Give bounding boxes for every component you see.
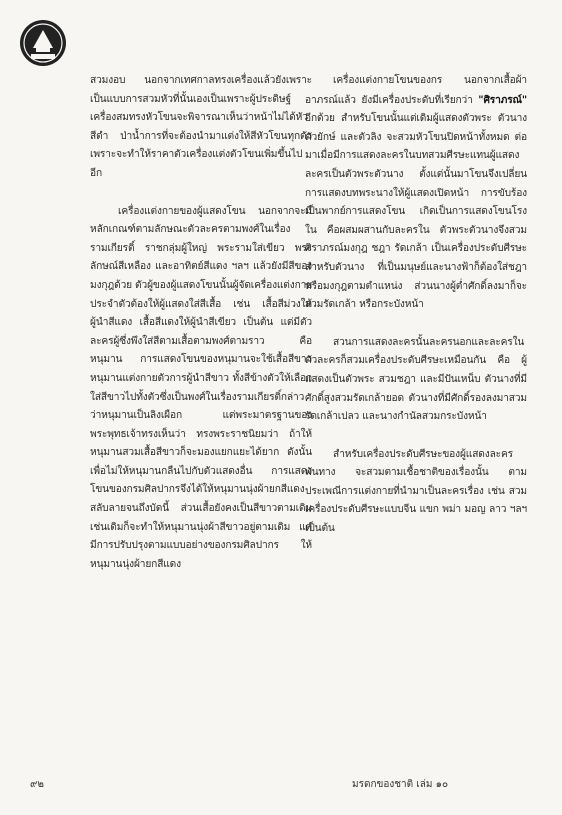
- page-number: ๙๒: [30, 779, 44, 790]
- right-paragraph-1-start: เครื่องแต่งกายโขนของกร นอกจากเสื้อผ้าอาภรณ์แล้ว ยังมีเครื่องประดับที่เรียกว่า: [305, 75, 527, 106]
- department-logo: [18, 18, 68, 68]
- right-paragraph-1-end: อีกด้วย สำหรับโขนนั้นแต่เดิมผู้แสดงตัวพระ ตัวนาง ตัวยักษ์ และตัวลิง จะสวมหัวโขนปิดหน้าทั้งหมด ต่อมาเมื่อมีการแสดงละครในบทสวมศีรษะแทนผู้แสดงละครเป็นตัวพระตัวนาง ตั้งแต่นั้นมาโขนจึงเปลี่ยนการแสดงบทพระนางให้ผู้แสดงเปิดหน้า การขับร้องเป็นพากย์การแสดงโขน เกิดเป็นการแสดงโขนโรงใน คือผสมผสานกับละครใน ตัวพระตัวนางจึงสวมศิราภรณ์มงกุฎ ชฎา รัดเกล้า เป็นเครื่องประดับศีรษะ สำหรับตัวนาง ที่เป็นมนุษย์และนางฟ้าก็ต้องใส่ชฎาหรือมงกุฎตามตำแหน่ง ส่วนนางผู้ต่ำศักดิ์ลงมาก็จะสวมรัดเกล้า หรือกระบังหน้า: [305, 113, 527, 311]
- left-paragraph-1: สวมงอบ นอกจากเทศกาลทรงเครื่องแล้วยังเพราะเป็นแบบการสวมหัวที่นั้นเองเป็นเพราะผู้ประดิษฐ์เครื่องสมทรงหัวโขนจะพิจารณาเห็นว่าหน้าไม่ได้หัวสีดำ ป่าน้ำการที่จะต้องนำมาแต่งให้สีหัวโขนทุกตัว เพราะจะทำให้ราคาตัวเครื่องแต่งตัวโขนเพิ่มขึ้นไปอีก: [90, 75, 312, 179]
- left-paragraph-2: เครื่องแต่งกายของผู้แสดงโขน นอกจากจะมีหลักเกณฑ์ตามลักษณะตัวละครตามพงศ์ในเรื่องรามเกียรติ์ ราชกลุ่มผู้ใหญ่ พระรามใส่เขียว พระลักษณ์สีเหลือง และอาทิตย์สีแดง ฯลฯ แล้วยังมีสีของมงกุฎด้วย ตัวผู้ของผู้แสดงโขนนั้นผู้จัดเครื่องแต่งกายประจำตัวต้องให้ผู้แสดงใส่สีเสื้อ เช่น เสื้อสีม่วงให้ผู้นำสีแดง เสื้อสีแดงให้ผู้นำสีเขียว เป็นต้น แต่มีตัวละครผู้ซึ่งพึงใส่สีตามเสื้อตามพงศ์ตามราว คือ หนุมาน การแสดงโขนของหนุมานจะใช้เสื้อสีขาวหนุมานแต่งกายตัวการผู้นำสีขาว ทั้งสีข้างตัวให้เลือกใส่สีขาวไปทั้งตัวซึ่งเป็นพงศ์ในเรื่องรามเกียรติ์กล่าวว่าหนุมานเป็นลิงเผือก แต่พระมาตรฐานของพระพุทธเจ้าทรงเห็นว่า ทรงพระราชนิยมว่า ถ้าให้หนุมานสวมเสื้อสีขาวก็จะมองแยกแยะได้ยาก ดังนั้นเพื่อไม่ให้หนุมานกลืนไปกับตัวแสดงอื่น การแสดงโขนของกรมศิลปากรจึงได้ให้หนุมานนุ่งผ้ายกสีแดงสลับลายจนถึงบัดนี้ ส่วนเสื้อยังคงเป็นสีขาวตามเดิมเช่นเดิมก็จะทำให้หนุมานนุ่งผ้าสีขาวอยู่ตามเดิม แต่มีการปรับปรุงตามแบบอย่างของกรมศิลปากร ให้หนุมานนุ่งผ้ายกสีแดง: [90, 205, 313, 570]
- left-text-column: [90, 72, 312, 574]
- right-paragraph-1: [305, 72, 527, 315]
- right-paragraph-3: สำหรับเครื่องประดับศีรษะของผู้แสดงละครพันทาง จะสวมตามเชื้อชาติของเรื่องนั้น ตามประเพณีการแต่งกายที่นำมาเป็นละครเรื่อง เช่น สวมเครื่องประดับศีรษะแบบจีน แขก พม่า มอญ ลาว ฯลฯ เป็นต้น: [305, 448, 527, 535]
- running-footer: มรดกของชาติ เล่ม ๑๐: [352, 779, 449, 790]
- right-text-column: [305, 72, 527, 539]
- right-paragraph-2: สวนการแสดงละครนั้นละครนอกและละครใน ตัวละครก็สวมเครื่องประดับศีรษะเหมือนกัน คือ ผู้แสดงเป็นตัวพระ สวมชฎา และมีปันเหน็บ ตัวนางที่มีศักดิ์สูงสวมรัดเกล้ายอด ตัวนางที่มีศักดิ์รองลงมาสวมรัดเกล้าเปลว และนางกำนัลสวมกระบังหน้า: [305, 336, 527, 423]
- sirabhorn-term: "ศิราภรณ์": [478, 93, 527, 106]
